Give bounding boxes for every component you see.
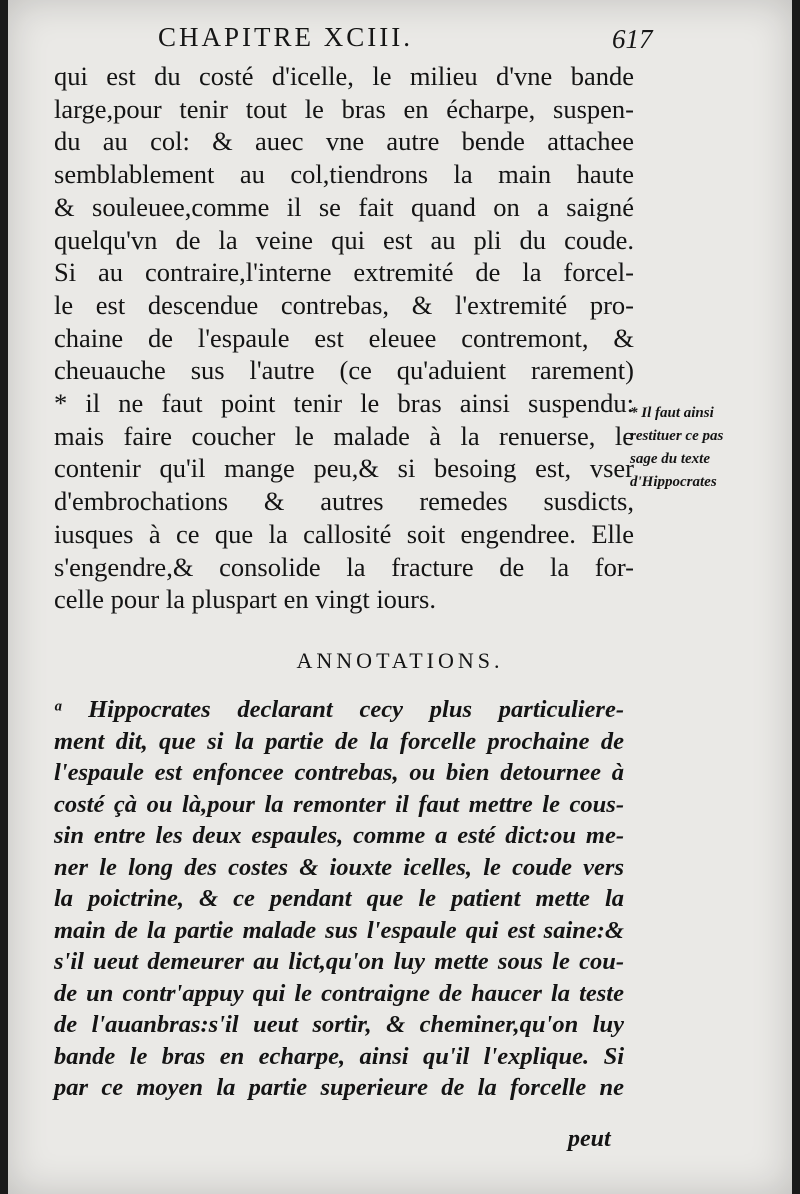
annotation-line: costé çà ou là,pour la remonter il faut mettre le cous- — [54, 790, 624, 818]
annotation-line: main de la partie malade sus l'espaule qui est saine:& — [54, 916, 624, 944]
text-line: chaine de l'espaule est eleuee contremont, & — [54, 322, 634, 353]
text-line: le est descendue contrebas, & l'extremité pro- — [54, 289, 634, 320]
text-line: & souleuee,comme il se fait quand on a saigné — [54, 191, 634, 222]
text-line: iusques à ce que la callosité soit engendree. Elle — [54, 518, 634, 549]
catchword: peut — [568, 1126, 611, 1152]
text-line: du au col: & auec vne autre bende attachee — [54, 126, 634, 157]
book-page — [8, 0, 792, 1194]
annotation-text — [54, 694, 624, 1104]
annotation-line: par ce moyen la partie superieure de la forcelle ne — [54, 1074, 624, 1101]
text-line: large,pour tenir tout le bras en écharpe, suspen- — [54, 93, 634, 124]
annotation-line: s'il ueut demeurer au lict,qu'on luy mette sous le cou- — [54, 948, 624, 975]
text-line: Si au contraire,l'interne extremité de la forcel- — [54, 257, 634, 288]
annotation-line: bande le bras en echarpe, ainsi qu'il l'explique. Si — [54, 1042, 624, 1070]
annotation-line: ner le long des costes & iouxte icelles, le coude vers — [54, 853, 624, 881]
marginal-note-line: * Il faut ainsi — [630, 405, 714, 421]
marginal-note — [630, 402, 780, 494]
annotation-line: sin entre les deux espaules, comme a esté dict:ou me- — [54, 822, 624, 849]
text-line: quelqu'vn de la veine qui est au pli du coude. — [54, 224, 634, 255]
text-line: mais faire coucher le malade à la renuerse, le — [54, 420, 634, 451]
text-line: semblablement au col,tiendrons la main haute — [54, 159, 634, 190]
text-line: * il ne faut point tenir le bras ainsi suspendu: — [54, 388, 634, 419]
text-line: cheuauche sus l'autre (ce qu'aduient rarement) — [54, 355, 634, 386]
annotation-line: de un contr'appuy qui le contraigne de haucer la teste — [54, 979, 624, 1007]
section-heading: ANNOTATIONS. — [296, 648, 504, 673]
annotation-line: ᵃ Hippocrates declarant cecy plus particuliere- — [54, 696, 624, 723]
main-text — [54, 60, 634, 616]
page-header — [8, 22, 792, 62]
annotation-line: ment dit, que si la partie de la forcelle prochaine de — [54, 727, 624, 755]
running-head: CHAPITRE XCIII. — [158, 22, 413, 52]
text-line: celle pour la pluspart en vingt iours. — [54, 584, 436, 615]
annotation-line: la poictrine, & ce pendant que le patient mette la — [54, 885, 624, 912]
text-line: s'engendre,& consolide la fracture de la for- — [54, 551, 634, 582]
text-line: d'embrochations & autres remedes susdicts, — [54, 486, 634, 517]
annotation-line: de l'auanbras:s'il ueut sortir, & cheminer,qu'on luy — [54, 1011, 624, 1038]
marginal-note-line: sage du texte — [630, 451, 710, 467]
annotation-line: l'espaule est enfoncee contrebas, ou bien detournee à — [54, 759, 624, 786]
text-line: contenir qu'il mange peu,& si besoing est, vser — [54, 453, 634, 484]
marginal-note-line: restituer ce pas — [630, 428, 724, 444]
text-line: qui est du costé d'icelle, le milieu d'vne bande — [54, 61, 634, 91]
marginal-note-line: d'Hippocrates — [630, 474, 717, 490]
page-number: 617 — [612, 24, 653, 54]
